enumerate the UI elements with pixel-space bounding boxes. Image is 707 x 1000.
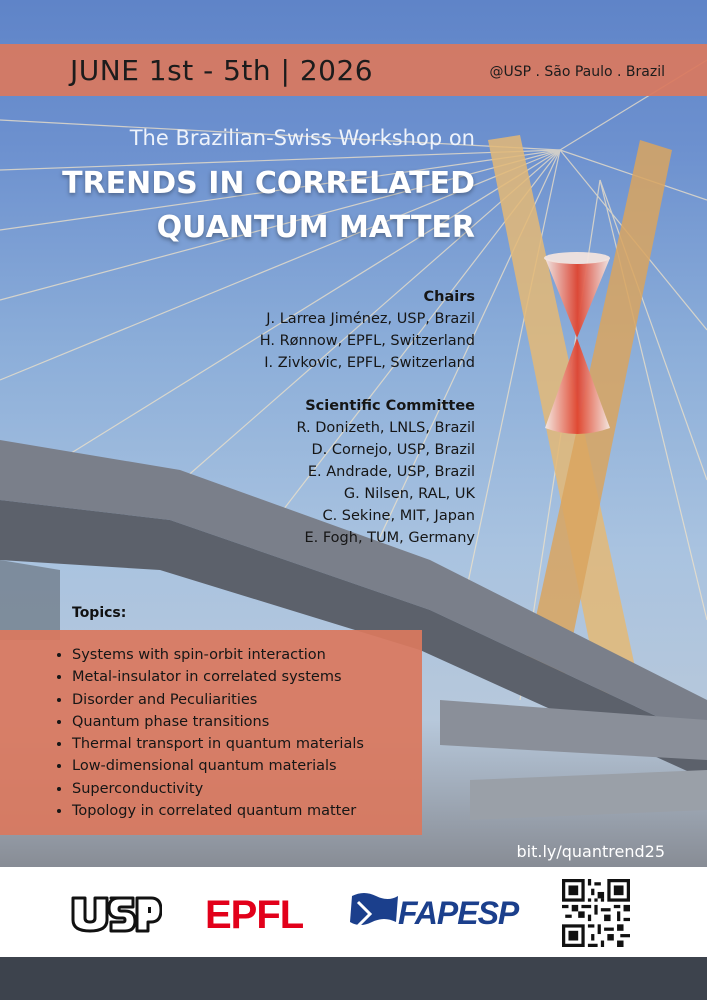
committee-member: G. Nilsen, RAL, UK bbox=[343, 486, 475, 502]
topic-item: • Systems with spin-orbit interaction bbox=[72, 644, 364, 666]
topic-item: • Thermal transport in quantum materials bbox=[72, 733, 364, 755]
topic-item: • Metal-insulator in correlated systems bbox=[72, 666, 364, 688]
event-venue: @USP . São Paulo . Brazil bbox=[489, 64, 665, 80]
chair-member: I. Zivkovic, EPFL, Switzerland bbox=[264, 355, 475, 371]
committee-member: E. Andrade, USP, Brazil bbox=[307, 464, 475, 480]
topic-item: • Topology in correlated quantum matter bbox=[72, 800, 364, 822]
usp-logo bbox=[70, 895, 162, 933]
chairs-section bbox=[145, 286, 475, 374]
topics-heading: Topics: bbox=[72, 605, 127, 621]
committee-member: R. Donizeth, LNLS, Brazil bbox=[296, 420, 475, 436]
chair-member: H. Rønnow, EPFL, Switzerland bbox=[259, 333, 475, 349]
scientific-committee-section bbox=[145, 395, 475, 549]
committee-member: D. Cornejo, USP, Brazil bbox=[311, 442, 475, 458]
workshop-title: TRENDS IN CORRELATED QUANTUM MATTER bbox=[62, 166, 475, 245]
epfl-logo: EPFL bbox=[205, 893, 304, 937]
chairs-heading: Chairs bbox=[423, 289, 475, 305]
scientific-committee-heading: Scientific Committee bbox=[305, 398, 475, 414]
event-date: JUNE 1st - 5th | 2026 bbox=[70, 54, 374, 87]
workshop-subtitle: The Brazilian-Swiss Workshop on bbox=[129, 126, 475, 150]
committee-member: E. Fogh, TUM, Germany bbox=[304, 530, 475, 546]
topic-item: • Superconductivity bbox=[72, 778, 364, 800]
qr-code-icon[interactable] bbox=[562, 879, 630, 947]
chair-member: J. Larrea Jiménez, USP, Brazil bbox=[266, 311, 475, 327]
fapesp-flag-icon bbox=[350, 888, 398, 932]
topic-item: • Disorder and Peculiarities bbox=[72, 689, 364, 711]
topics-list bbox=[48, 644, 364, 822]
topic-item: • Quantum phase transitions bbox=[72, 711, 364, 733]
topic-item: • Low-dimensional quantum materials bbox=[72, 755, 364, 777]
fapesp-logo: FAPESP bbox=[398, 895, 519, 931]
committee-member: C. Sekine, MIT, Japan bbox=[322, 508, 475, 524]
registration-link[interactable]: bit.ly/quantrend25 bbox=[516, 842, 665, 861]
